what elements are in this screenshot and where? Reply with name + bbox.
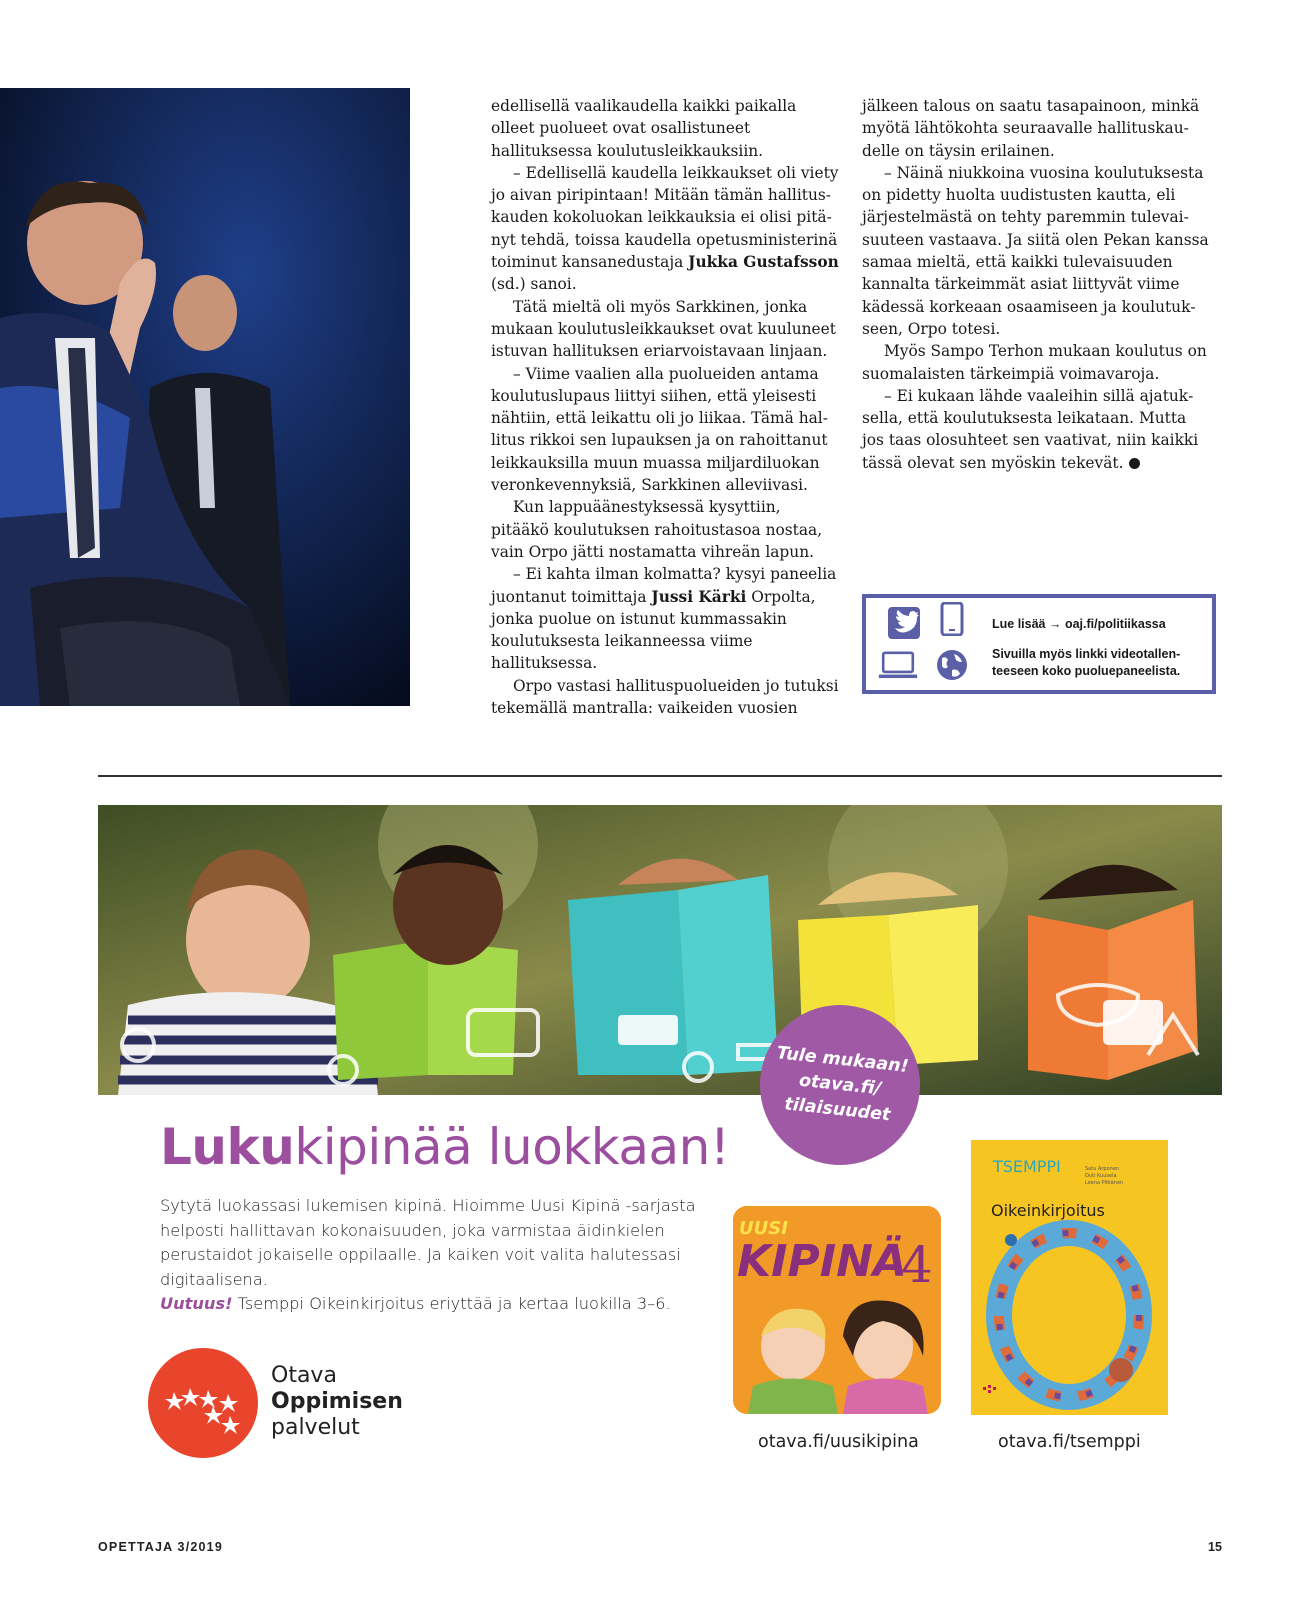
globe-icon[interactable]: [932, 648, 972, 682]
panel-photo: [0, 88, 410, 706]
paragraph: Orpo vastasi hallituspuolueiden jo tutuksi tekemällä mantralla: vaikeiden vuosien: [491, 676, 839, 718]
paragraph: – Edellisellä kaudella leikkaukset oli viety jo aivan piripintaan! Mitään tämän hallituskauden kokoluokan leikkauksia ei olisi pitänyt tehdä, toissa kaudella opetusministerinä toiminut kansanedustaja Jukka Gustafsson (sd.) sanoi.: [491, 163, 839, 294]
tsemppi-link[interactable]: otava.fi/tsemppi: [998, 1432, 1141, 1452]
paragraph: – Näinä niukkoina vuosina koulutuksesta on pidetty huolta uudistusten kautta, eli järjestelmästä on tehty paremmin tulevaisuuteen vastaava. Ja siitä olen Pekan kanssa samaa mieltä, että kaikki tulevaisuuden kannalta tärkeimmät asiat liittyvät viime kädessä korkeaan osaamiseen ja koulutukseen, Orpo totesi.: [862, 163, 1209, 338]
twitter-icon[interactable]: [886, 606, 926, 640]
paragraph: – Viime vaalien alla puolueiden antama koulutuslupaus liittyi siihen, että yleisesti nähtiin, että leikattu oli jo liikaa. Tämä hallitus rikkoi sen lupauksen ja on rahoittanut leikkauksilla muun muassa miljardiluokan veronkevennyksiä, Sarkkinen alleviivasi.: [491, 364, 828, 495]
person-name: Jukka Gustafsson: [688, 253, 839, 272]
book-cover-tsemppi[interactable]: [971, 1140, 1168, 1415]
ad-headline: Lukukipinää luokkaan!: [160, 1118, 730, 1176]
person-name: Jussi Kärki: [651, 587, 747, 606]
mobile-phone-icon[interactable]: [932, 602, 972, 636]
otava-logo: [148, 1348, 258, 1458]
read-more-link[interactable]: Lue lisää → oaj.fi/politiikassa: [992, 617, 1166, 631]
events-badge[interactable]: Tule mukaan! otava.fi/ tilaisuudet: [752, 997, 928, 1173]
new-label: Uutuus!: [160, 1294, 233, 1313]
svg-text:Oikeinkirjoitus: Oikeinkirjoitus: [991, 1201, 1105, 1220]
read-more-box[interactable]: [862, 594, 1216, 694]
article-column-2: [862, 95, 1212, 474]
page-number: 15: [1208, 1540, 1222, 1554]
book-cover-uusi-kipina[interactable]: [733, 1206, 941, 1414]
paragraph: – Ei kahta ilman kolmatta? kysyi paneelia juontanut toimittaja Jussi Kärki Orpolta, jonka puolue on istunut kummassakin koulutuksesta leikanneessa viime hallituksessa.: [491, 565, 837, 673]
article-column-1: [491, 95, 841, 719]
otava-logo-text: Otava Oppimisen palvelut: [271, 1363, 403, 1440]
paragraph: – Ei kukaan lähde vaaleihin sillä ajatuksella, että koulutuksesta leikataan. Mutta jos taas olosuhteet sen vaativat, niin kaikki tässä olevat sen myöskin tekevät.: [862, 386, 1199, 472]
svg-text:TSEMPPI: TSEMPPI: [993, 1157, 1061, 1176]
svg-text:Outi Kuusela: Outi Kuusela: [1085, 1173, 1117, 1179]
ad-body: Sytytä luokassasi lukemisen kipinä. Hioimme Uusi Kipinä -sarjasta helposti hallittavan kokonaisuuden, joka varmistaa äidinkielen perustaidot jokaiselle oppilaalle. Ja kaiken voit valita halutessasi digitaalisena. Uutuus! Tsemppi Oikeinkirjoitus eriyttää ja kertaa luokilla 3–6.: [160, 1196, 696, 1313]
magazine-issue: OPETTAJA 3/2019: [98, 1540, 223, 1554]
svg-text:UUSI: UUSI: [739, 1218, 788, 1239]
paragraph: Myös Sampo Terhon mukaan koulutus on suomalaisten tärkeimpiä voimavaroja.: [862, 342, 1207, 383]
paragraph: edellisellä vaalikaudella kaikki paikalla olleet puolueet ovat osallistuneet hallituksessa koulutusleikkauksiin.: [491, 97, 797, 160]
svg-text:Leena Pitkänen: Leena Pitkänen: [1085, 1180, 1124, 1186]
svg-text:KIPINÄ: KIPINÄ: [737, 1236, 907, 1287]
paragraph: Kun lappuäänestyksessä kysyttiin, pitääkö koulutuksen rahoitustasoa nostaa, vain Orpo jätti nostamatta vihreän lapun.: [491, 498, 823, 561]
stars-icon: [148, 1348, 258, 1458]
svg-text:Satu Arponen: Satu Arponen: [1085, 1166, 1120, 1172]
paragraph: jälkeen talous on saatu tasapainoon, minkä myötä lähtökohta seuraavalle hallituskaudelle on täysin erilainen.: [862, 97, 1200, 160]
laptop-icon[interactable]: [878, 648, 918, 682]
video-note: Sivuilla myös linkki videotallenteeseen koko puoluepaneelista.: [992, 647, 1181, 678]
section-divider: [98, 775, 1222, 777]
end-mark-icon: [1129, 458, 1140, 469]
svg-text:4: 4: [901, 1236, 933, 1294]
uusikipina-link[interactable]: otava.fi/uusikipina: [758, 1432, 919, 1452]
children-reading-banner: [98, 805, 1222, 1095]
paragraph: Tätä mieltä oli myös Sarkkinen, jonka mukaan koulutusleikkaukset ovat kuuluneet istuvan hallituksen eriarvoistavaan linjaan.: [491, 297, 836, 361]
